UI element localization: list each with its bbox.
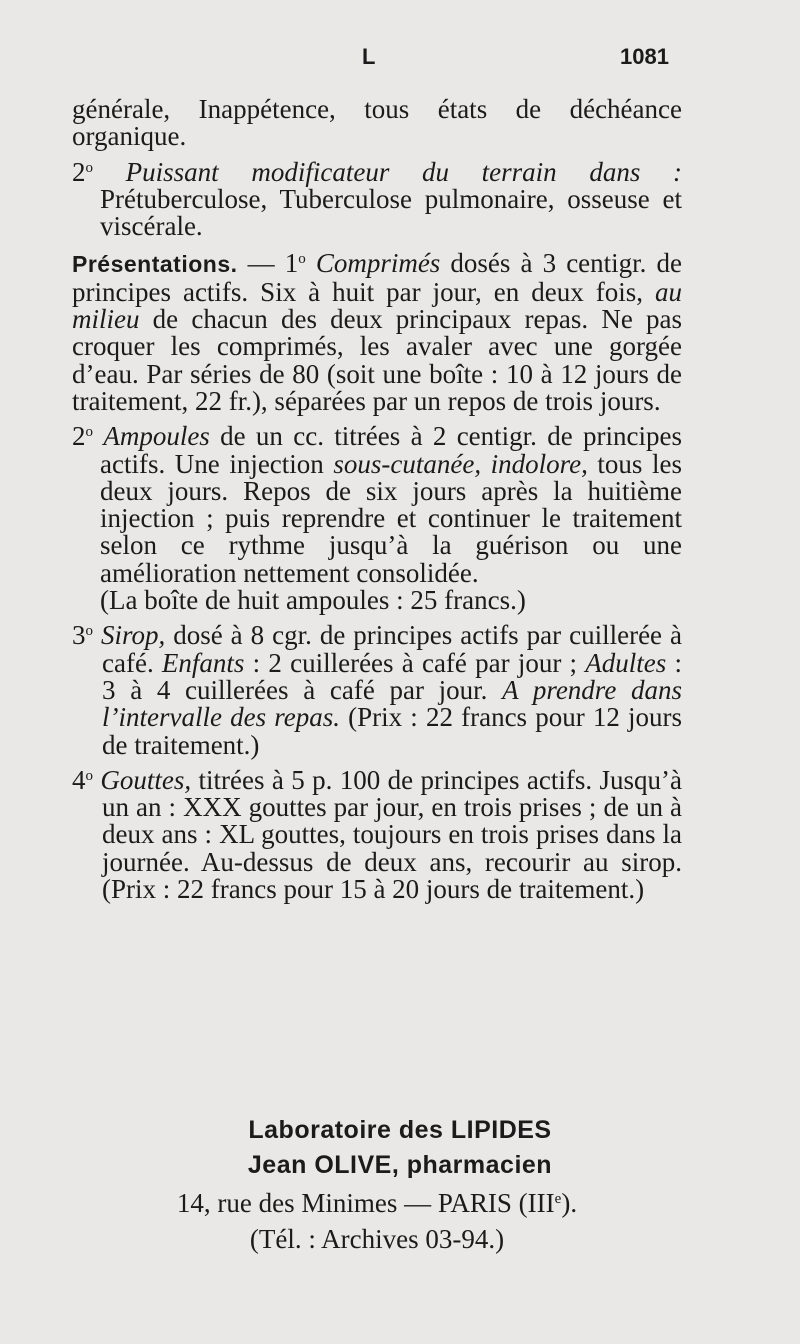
pharmacist-name: Jean OLIVE, pharmacien <box>247 1151 553 1179</box>
paragraph-presentations: Présentations. — 1$^o$ Comprimés dosés à 3 centigr. de principes actifs. Six à huit par jour, en deux fois, au milieu de chacun des deux principaux repas. Ne pas croquer les comprimés, les avaler avec une gorgée d’eau. Par séries de 80 (soit une boîte : 10 à 12 jours de traitement, 22 fr.), séparées par un repos de trois jours. <box>72 248 683 416</box>
paragraph-gouttes: 4$^o$ Gouttes, titrées à 5 p. 100 de principes actifs. Jusqu’à un an : XXX gouttes par jour, en trois prises ; de un à deux ans : XL gouttes, toujours en trois prises dans la journée. Au-dessus de deux ans, recourir au sirop. (Prix : 22 francs pour 15 à 20 jours de traitement.) <box>72 764 682 905</box>
paragraph-ampoules-price: (La boîte de huit ampoules : 25 francs.) <box>100 585 526 616</box>
laboratory-name: Laboratoire des LIPIDES <box>248 1116 552 1144</box>
paragraph-ampoules: 2$^o$ Ampoules de un cc. titrées à 2 centigr. de principes actifs. Une injection sous-cutanée, indolore, tous les deux jours. Repos de six jours après la huitième injection ; puis reprendre et continuer le traitement selon ce rythme jusqu’à la guérison ou une amélioration nettement consolidée. <box>72 421 682 588</box>
telephone-line: (Tél. : Archives 03-94.) <box>249 1224 505 1254</box>
address-line: 14, rue des Minimes — PARIS (IIIe). <box>176 1188 578 1218</box>
body-text <box>72 96 682 903</box>
paragraph-sirop: 3$^o$ Sirop, dosé à 8 cgr. de principes actifs par cuillerée à café. Enfants : 2 cuillerées à café par jour ; Adultes : 3 à 4 cuillerées à café par jour. A prendre dans l’intervalle des repas. (Prix : 22 francs pour 12 jours de traitement.) <box>72 620 683 760</box>
page-header <box>0 44 800 76</box>
page-number: 1081 <box>620 44 669 69</box>
section-letter: L <box>362 44 376 69</box>
presentations-heading: Présentations. <box>72 251 238 278</box>
paragraph-modificateur: 2$^o$ Puissant modificateur du terrain dans : Prétuberculose, Tuberculose pulmonaire, osseuse et viscérale. <box>72 156 682 242</box>
paragraph-continuation: générale, Inappétence, tous états de déchéance organique. <box>72 94 682 152</box>
